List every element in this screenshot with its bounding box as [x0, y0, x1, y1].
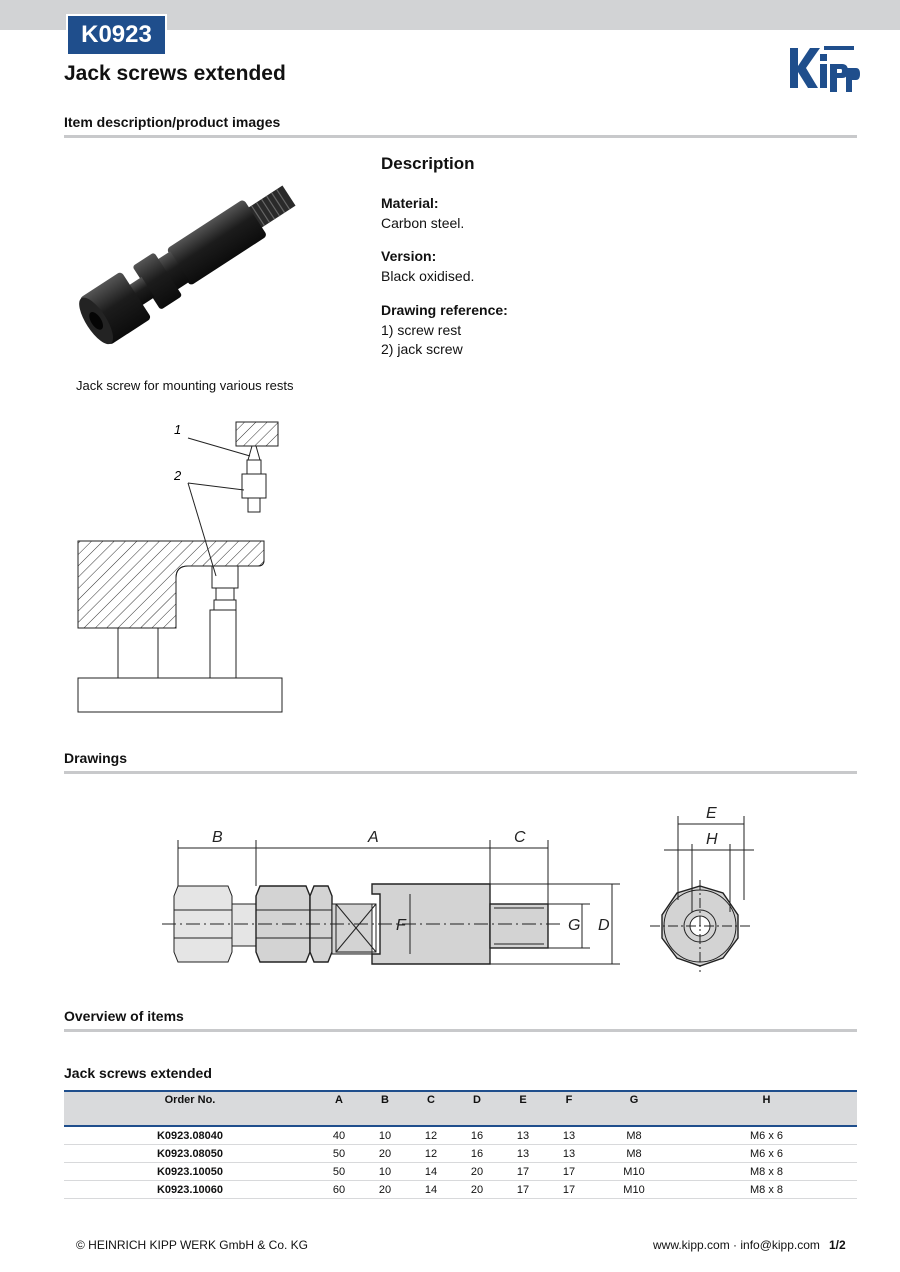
- cell-h: M6 x 6: [676, 1126, 857, 1145]
- version-label: Version:: [381, 248, 437, 264]
- cell-g: M10: [592, 1181, 676, 1199]
- col-header-d: D: [454, 1091, 500, 1126]
- drawing-reference-label: Drawing reference:: [381, 302, 508, 318]
- footer-contact[interactable]: www.kipp.com · info@kipp.com: [653, 1238, 820, 1252]
- cell-e: 13: [500, 1145, 546, 1163]
- dim-label-d: D: [598, 917, 610, 934]
- cell-b: 20: [362, 1181, 408, 1199]
- col-header-h: H: [676, 1091, 857, 1126]
- cell-e: 17: [500, 1163, 546, 1181]
- footer-copyright: © HEINRICH KIPP WERK GmbH & Co. KG: [76, 1238, 308, 1252]
- cell-h: M6 x 6: [676, 1145, 857, 1163]
- col-header-c: C: [408, 1091, 454, 1126]
- cell-c: 12: [408, 1126, 454, 1145]
- cell-b: 20: [362, 1145, 408, 1163]
- cell-a: 50: [316, 1145, 362, 1163]
- usage-label-1: 1: [174, 422, 182, 437]
- order-number[interactable]: K0923.10050: [64, 1163, 316, 1181]
- table-row: [64, 1181, 857, 1199]
- cell-f: 17: [546, 1163, 592, 1181]
- table-row: [64, 1145, 857, 1163]
- cell-e: 17: [500, 1181, 546, 1199]
- order-number[interactable]: K0923.08050: [64, 1145, 316, 1163]
- col-header-order-no: Order No.: [64, 1091, 316, 1126]
- col-header-e: E: [500, 1091, 546, 1126]
- dim-label-h: H: [706, 831, 718, 848]
- cell-d: 20: [454, 1163, 500, 1181]
- cell-g: M8: [592, 1145, 676, 1163]
- usage-label-2: 2: [174, 468, 182, 483]
- section-rule: [64, 1029, 857, 1032]
- order-number[interactable]: K0923.08040: [64, 1126, 316, 1145]
- col-header-f: F: [546, 1091, 592, 1126]
- drawing-reference-2: 2) jack screw: [381, 341, 463, 357]
- material-value: Carbon steel.: [381, 214, 465, 231]
- dim-label-f: F: [396, 917, 406, 934]
- usage-drawing: [64, 410, 294, 720]
- section-rule: [64, 135, 857, 138]
- dim-label-g: G: [568, 917, 581, 934]
- material-block: [381, 194, 464, 233]
- cell-b: 10: [362, 1163, 408, 1181]
- cell-h: M8 x 8: [676, 1181, 857, 1199]
- product-photo: [64, 147, 324, 352]
- table-title: Jack screws extended: [64, 1065, 212, 1081]
- cell-d: 20: [454, 1181, 500, 1199]
- cell-b: 10: [362, 1126, 408, 1145]
- drawing-reference-block: [381, 301, 508, 360]
- table-row: [64, 1163, 857, 1181]
- table-row: [64, 1126, 857, 1145]
- section-heading-images: Item description/product images: [64, 114, 281, 130]
- cell-f: 13: [546, 1145, 592, 1163]
- dimension-drawing: [150, 800, 770, 980]
- cell-h: M8 x 8: [676, 1163, 857, 1181]
- product-code-badge: K0923: [66, 14, 167, 56]
- items-table: [64, 1090, 857, 1199]
- cell-c: 14: [408, 1181, 454, 1199]
- cell-d: 16: [454, 1145, 500, 1163]
- product-caption: Jack screw for mounting various rests: [76, 378, 294, 393]
- cell-c: 14: [408, 1163, 454, 1181]
- dim-label-c: C: [514, 829, 526, 846]
- cell-a: 40: [316, 1126, 362, 1145]
- section-heading-overview: Overview of items: [64, 1008, 184, 1024]
- material-label: Material:: [381, 195, 439, 211]
- order-number[interactable]: K0923.10060: [64, 1181, 316, 1199]
- dim-label-b: B: [212, 829, 223, 846]
- cell-d: 16: [454, 1126, 500, 1145]
- col-header-a: A: [316, 1091, 362, 1126]
- cell-f: 13: [546, 1126, 592, 1145]
- cell-a: 50: [316, 1163, 362, 1181]
- cell-g: M10: [592, 1163, 676, 1181]
- drawing-reference-1: 1) screw rest: [381, 321, 462, 338]
- cell-f: 17: [546, 1181, 592, 1199]
- table-header-row: [64, 1091, 857, 1126]
- cell-g: M8: [592, 1126, 676, 1145]
- description-title: Description: [381, 154, 475, 173]
- section-heading-drawings: Drawings: [64, 750, 128, 766]
- cell-a: 60: [316, 1181, 362, 1199]
- dim-label-e: E: [706, 805, 717, 822]
- dim-label-a: A: [368, 829, 379, 846]
- page-title: Jack screws extended: [64, 62, 286, 85]
- col-header-g: G: [592, 1091, 676, 1126]
- footer-page-number: 1/2: [829, 1238, 846, 1252]
- section-rule: [64, 771, 857, 774]
- cell-e: 13: [500, 1126, 546, 1145]
- version-block: [381, 247, 474, 286]
- kipp-logo: [784, 38, 860, 94]
- col-header-b: B: [362, 1091, 408, 1126]
- cell-c: 12: [408, 1145, 454, 1163]
- version-value: Black oxidised.: [381, 267, 475, 284]
